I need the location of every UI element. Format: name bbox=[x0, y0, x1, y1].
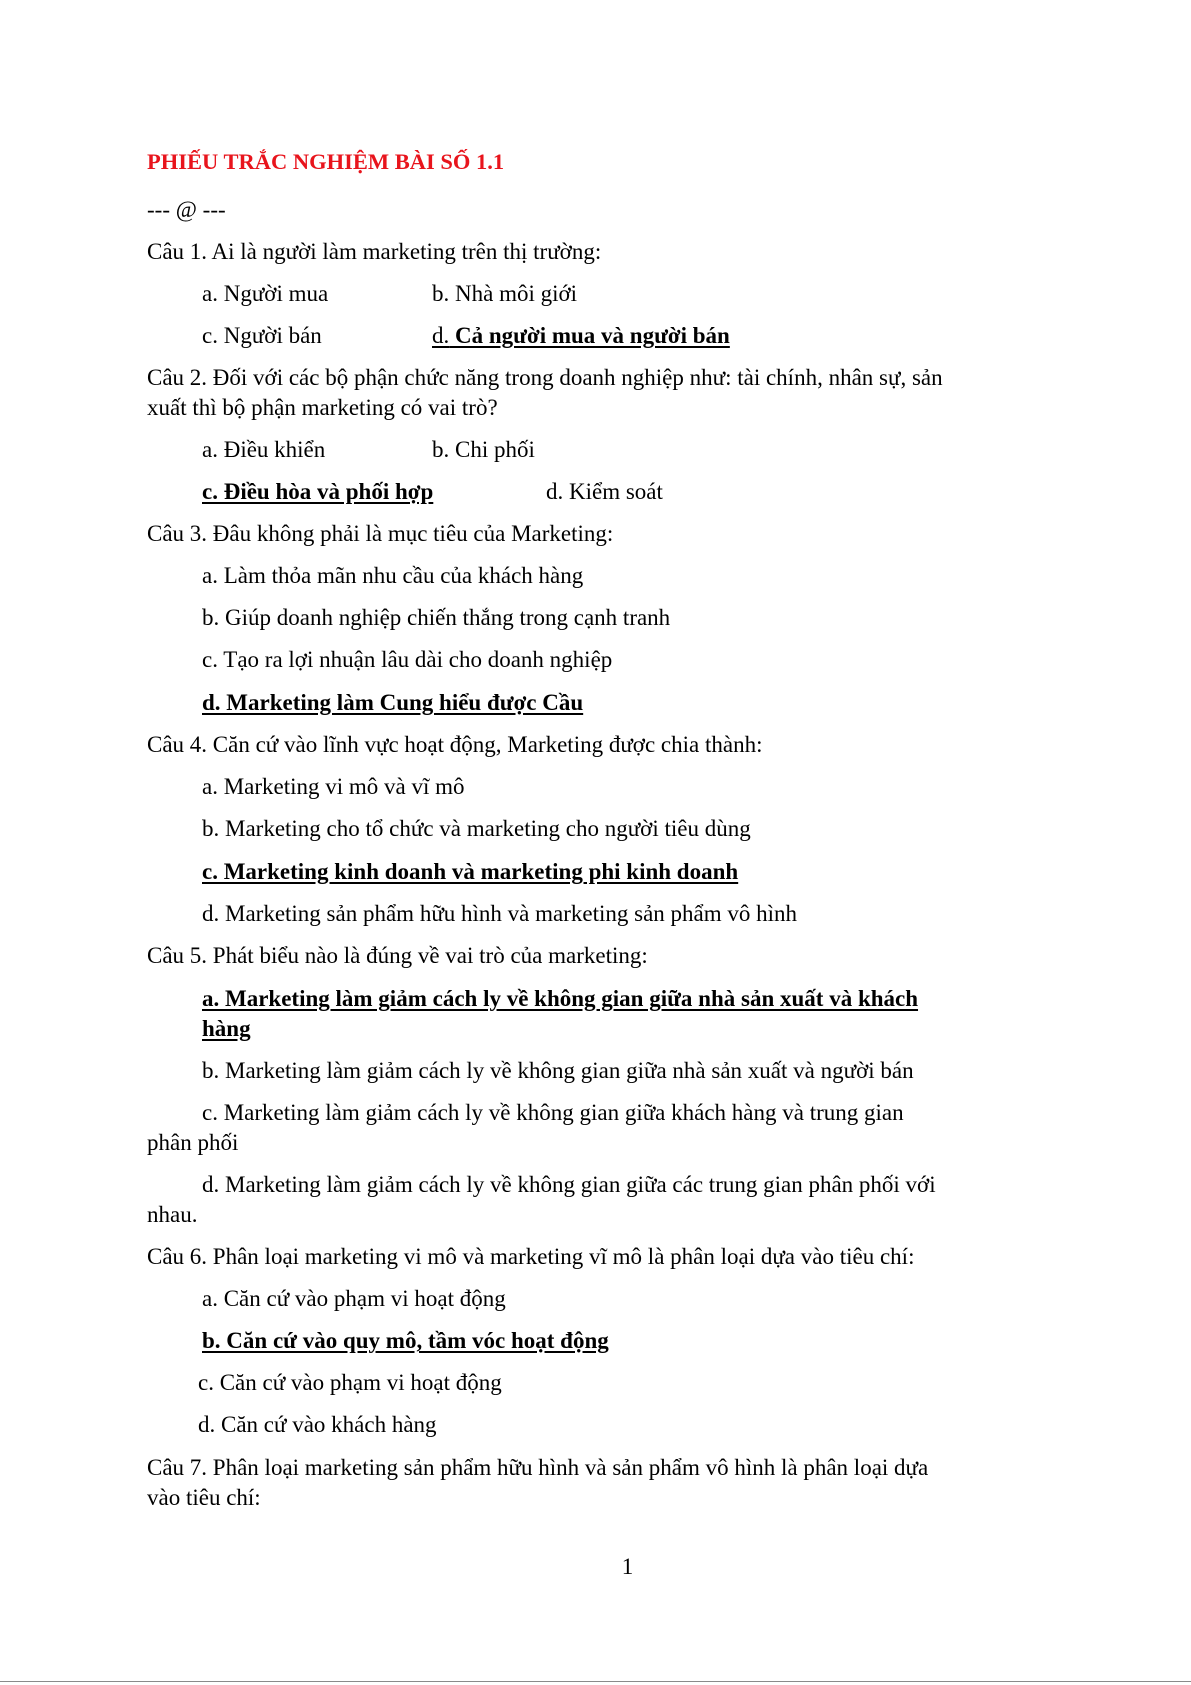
q1-option-c: c. Người bán bbox=[202, 323, 322, 348]
q2-option-d: d. Kiểm soát bbox=[546, 479, 663, 504]
q2-option-a: a. Điều khiển bbox=[202, 437, 326, 462]
q3-correct-answer: d. Marketing làm Cung hiểu được Cầu bbox=[202, 690, 584, 715]
question-1: Câu 1. Ai là người làm marketing trên thị trường: bbox=[147, 239, 602, 264]
q1-correct-answer: Cả người mua và người bán bbox=[455, 323, 730, 348]
q1-option-d bbox=[432, 321, 730, 351]
question-3: Câu 3. Đâu không phải là mục tiêu của Marketing: bbox=[147, 521, 614, 546]
question-4: Câu 4. Căn cứ vào lĩnh vực hoạt động, Marketing được chia thành: bbox=[147, 732, 763, 757]
q5-correct-answer-line-2: hàng bbox=[202, 1016, 251, 1041]
question-5: Câu 5. Phát biểu nào là đúng về vai trò của marketing: bbox=[147, 943, 648, 968]
q5-option-c-line-2: phân phối bbox=[147, 1130, 239, 1155]
q4-option-d: d. Marketing sản phẩm hữu hình và marketing sản phẩm vô hình bbox=[202, 901, 798, 926]
q2-correct-answer: c. Điều hòa và phối hợp bbox=[202, 479, 434, 504]
q1-option-a: a. Người mua bbox=[202, 281, 329, 306]
q5-option-d-line-2: nhau. bbox=[147, 1202, 198, 1227]
q6-option-c: c. Căn cứ vào phạm vi hoạt động bbox=[198, 1370, 502, 1395]
q2-option-b: b. Chi phối bbox=[432, 437, 535, 462]
q6-option-a: a. Căn cứ vào phạm vi hoạt động bbox=[202, 1286, 506, 1311]
q5-option-c-line-1: c. Marketing làm giảm cách ly về không gian giữa khách hàng và trung gian bbox=[202, 1100, 904, 1125]
page-bottom-rule bbox=[0, 1681, 1191, 1682]
separator: --- @ --- bbox=[147, 197, 226, 222]
q6-correct-answer: b. Căn cứ vào quy mô, tầm vóc hoạt động bbox=[202, 1328, 609, 1353]
q3-option-a: a. Làm thỏa mãn nhu cầu của khách hàng bbox=[202, 563, 584, 588]
question-6: Câu 6. Phân loại marketing vi mô và marketing vĩ mô là phân loại dựa vào tiêu chí: bbox=[147, 1244, 915, 1269]
q4-option-b: b. Marketing cho tổ chức và marketing cho người tiêu dùng bbox=[202, 816, 751, 841]
q5-correct-answer-line-1: a. Marketing làm giảm cách ly về không gian giữa nhà sản xuất và khách bbox=[202, 986, 919, 1011]
question-2-line-1: Câu 2. Đối với các bộ phận chức năng trong doanh nghiệp như: tài chính, nhân sự, sản bbox=[147, 365, 943, 390]
question-7-line-1: Câu 7. Phân loại marketing sản phẩm hữu hình và sản phẩm vô hình là phân loại dựa bbox=[147, 1455, 929, 1480]
q3-option-c: c. Tạo ra lợi nhuận lâu dài cho doanh nghiệp bbox=[202, 647, 613, 672]
q5-option-b: b. Marketing làm giảm cách ly về không gian giữa nhà sản xuất và người bán bbox=[202, 1058, 914, 1083]
q3-option-b: b. Giúp doanh nghiệp chiến thắng trong cạnh tranh bbox=[202, 605, 671, 630]
question-2-line-2: xuất thì bộ phận marketing có vai trò? bbox=[147, 395, 498, 420]
q5-option-d-line-1: d. Marketing làm giảm cách ly về không gian giữa các trung gian phân phối với bbox=[202, 1172, 936, 1197]
question-7-line-2: vào tiêu chí: bbox=[147, 1485, 261, 1510]
page-number: 1 bbox=[621, 1554, 634, 1579]
q4-correct-answer: c. Marketing kinh doanh và marketing phi kinh doanh bbox=[202, 859, 739, 884]
page-title: PHIẾU TRẮC NGHIỆM BÀI SỐ 1.1 bbox=[147, 149, 505, 174]
q6-option-d: d. Căn cứ vào khách hàng bbox=[198, 1412, 437, 1437]
q1-option-d-prefix: d. bbox=[432, 323, 450, 348]
q1-option-b: b. Nhà môi giới bbox=[432, 281, 578, 306]
q4-option-a: a. Marketing vi mô và vĩ mô bbox=[202, 774, 465, 799]
